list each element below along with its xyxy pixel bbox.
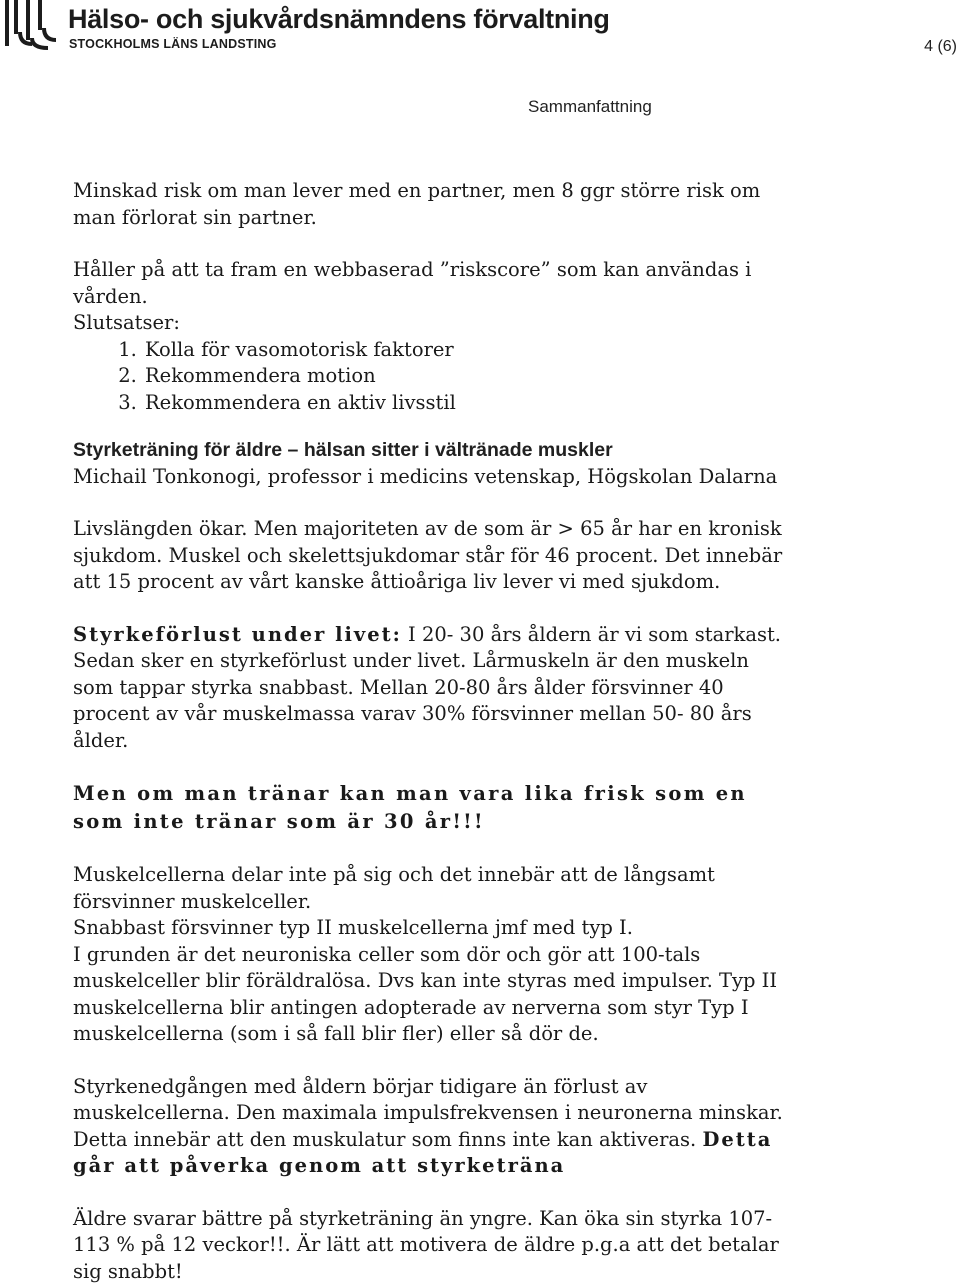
page-header	[0, 0, 960, 60]
paragraph-strength-loss	[73, 622, 793, 755]
list-item: 3. Rekommendera en aktiv livsstil	[143, 390, 793, 417]
paragraph-strength-decline	[73, 1074, 793, 1180]
page-number: 4 (6)	[924, 38, 957, 55]
strength-loss-text: I 20- 30 års åldern är vi som starkast. Sedan sker en styrkeförlust under livet. Lårmuskeln är den muskeln som tappar styrka snabbast. Mellan 20-80 års ålder försvinner 40 procent av vår muskelmassa varav 30% försvinner mellan 50- 80 års ålder.	[73, 622, 781, 752]
document-body	[73, 178, 793, 1285]
list-item: 2. Rekommendera motion	[143, 363, 793, 390]
section-heading: Styrketräning för äldre – hälsan sitter i vältränade muskler	[73, 439, 613, 461]
list-item: 1. Kolla för vasomotorisk faktorer	[143, 337, 793, 364]
organization-subtitle: STOCKHOLMS LÄNS LANDSTING	[69, 37, 277, 51]
section-title: Sammanfattning	[528, 97, 652, 116]
paragraph-muscle-cells: Muskelcellerna delar inte på sig och det innebär att de långsamt försvinner muskelceller.	[73, 863, 715, 913]
sll-logo-icon	[2, 0, 58, 50]
conclusions-label: Slutsatser:	[73, 311, 180, 334]
strength-decline-text: Styrkenedgången med åldern börjar tidigare än förlust av muskelcellerna. Den maximala impulsfrekvensen i neuronerna minskar. Detta innebär att den muskulatur som finns inte kan aktiveras.	[73, 1074, 783, 1151]
paragraph-riskscore: Håller på att ta fram en webbaserad ”riskscore” som kan användas i vården.	[73, 258, 752, 308]
paragraph-neurons: I grunden är det neuroniska celler som dör och gör att 100-tals muskelceller blir föräldralösa. Dvs kan inte styras med impulser. Typ II muskelcellerna blir antingen adopterade av nerverna som styr Typ I muskelcellerna (som i så fall blir fler) eller så dör de.	[73, 942, 778, 1045]
paragraph-elderly-training: Äldre svarar bättre på styrketräning än yngre. Kan öka sin styrka 107-113 % på 12 veckor!!. Är lätt att motivera de äldre p.g.a att det betalar sig snabbt!	[73, 1206, 779, 1283]
paragraph-lifespan: Livslängden ökar. Men majoriteten av de som är > 65 år har en kronisk sjukdom. Muskel och skelettsjukdomar står för 46 procent. Det innebär att 15 procent av vårt kanske åttioåriga liv lever vi med sjukdom.	[73, 517, 783, 593]
speaker-line: Michail Tonkonogi, professor i medicins vetenskap, Högskolan Dalarna	[73, 464, 778, 488]
conclusions-list	[73, 337, 793, 417]
emphasis-statement: Men om man tränar kan man vara lika frisk som en som inte tränar som är 30 år!!!	[73, 782, 747, 833]
paragraph-partner-risk: Minskad risk om man lever med en partner, men 8 ggr större risk om man förlorat sin partner.	[73, 179, 761, 229]
organization-name: Hälso- och sjukvårdsnämndens förvaltning	[68, 4, 610, 34]
strength-loss-label: Styrkeförlust under livet:	[73, 622, 402, 646]
strength-decline-emphasis: Detta går att påverka genom att styrketräna	[73, 1127, 773, 1177]
paragraph-type-ii: Snabbast försvinner typ II muskelcellerna jmf med typ I.	[73, 916, 633, 939]
